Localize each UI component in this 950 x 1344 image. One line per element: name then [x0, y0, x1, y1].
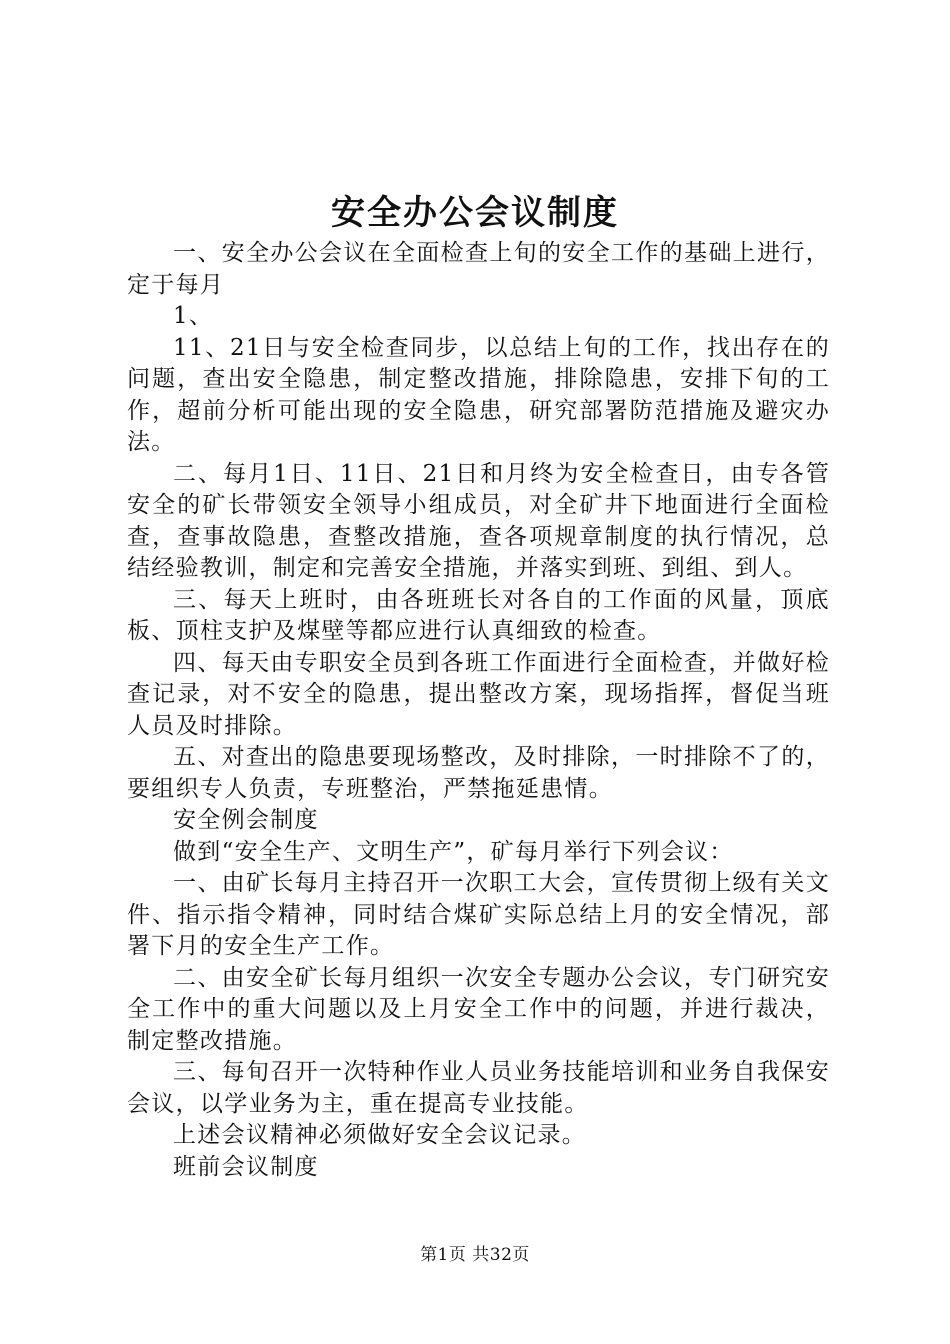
- paragraph: 一、由矿长每月主持召开一次职工大会，宣传贯彻上级有关文件、指示指令精神，同时结合煤矿实际总结上月的安全情况，部署下月的安全生产工作。: [127, 870, 830, 959]
- paragraph: 1、: [173, 303, 214, 329]
- document-title: 安全办公会议制度: [331, 193, 619, 233]
- paragraph: 四、每天由专职安全员到各班工作面进行全面检查，并做好检查记录，对不安全的隐患，提出整改方案，现场指挥，督促当班人员及时排除。: [127, 649, 830, 739]
- section-heading: 安全例会制度: [173, 807, 319, 833]
- paragraph: 11、21日与安全检查同步，以总结上旬的工作，找出存在的问题，查出安全隐患，制定整改措施，排除隐患，安排下旬的工作，超前分析可能出现的安全隐患，研究部署防范措施及避灾办法。: [127, 334, 830, 455]
- page-footer: 第1页 共32页: [420, 1245, 530, 1265]
- paragraph: 五、对查出的隐患要现场整改，及时排除，一时排除不了的，要组织专人负责，专班整治，严禁拖延患情。: [127, 744, 830, 802]
- paragraph: 二、每月1日、11日、21日和月终为安全检查日，由专各管安全的矿长带领安全领导小组成员，对全矿井下地面进行全面检查，查事故隐患，查整改措施，查各项规章制度的执行情况，总结经验教训，制定和完善安全措施，并落实到班、到组、到人。: [127, 460, 830, 581]
- paragraph: 二、由安全矿长每月组织一次安全专题办公会议，专门研究安全工作中的重大问题以及上月安全工作中的问题，并进行裁决，制定整改措施。: [127, 964, 830, 1054]
- paragraph: 做到“安全生产、文明生产”，矿每月举行下列会议：: [173, 838, 734, 865]
- paragraph: 三、每旬召开一次特种作业人员业务技能培训和业务自我保安会议，以学业务为主，重在提高专业技能。: [127, 1059, 830, 1117]
- paragraph: 上述会议精神必须做好安全会议记录。: [173, 1122, 587, 1148]
- paragraph: 一、安全办公会议在全面检查上旬的安全工作的基础上进行，定于每月: [127, 240, 830, 298]
- document-body: [127, 238, 830, 1183]
- paragraph: 三、每天上班时，由各班班长对各自的工作面的风量，顶底板、顶柱支护及煤壁等都应进行认真细致的检查。: [127, 586, 830, 644]
- section-heading: 班前会议制度: [173, 1153, 319, 1180]
